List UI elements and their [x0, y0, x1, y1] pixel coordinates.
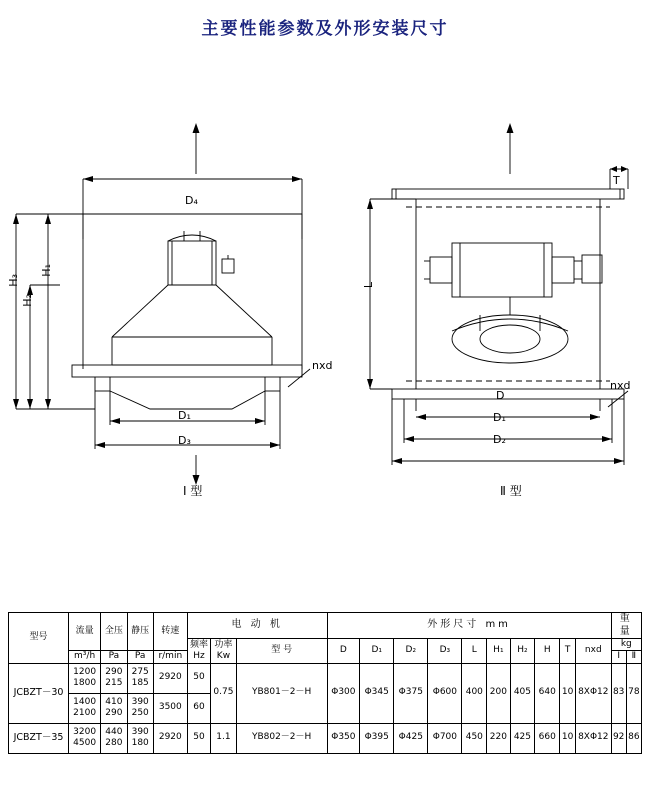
cell-weight-1: 83	[611, 663, 626, 723]
th-dim-t: T	[560, 639, 576, 664]
cell-dim-h2: 425	[510, 723, 535, 753]
cell-dim-d2: Φ425	[394, 723, 428, 753]
cell-static-pressure: 275 185	[127, 663, 153, 693]
cell-flow: 3200 4500	[68, 723, 100, 753]
cell-dim-l: 400	[462, 663, 487, 723]
cell-total-pressure: 440 280	[101, 723, 127, 753]
cell-dim-nxd: 8XΦ12	[576, 723, 612, 753]
th-power: 功率 Kw	[211, 639, 237, 664]
th-dim-h2: H₂	[510, 639, 535, 664]
cell-static-pressure: 390 180	[127, 723, 153, 753]
label-d1-left: D₁	[178, 409, 191, 422]
label-t: T	[613, 174, 620, 187]
cell-dim-d: Φ350	[327, 723, 360, 753]
label-h2: H₂	[21, 294, 34, 307]
th-motor-model: 型 号	[236, 639, 327, 664]
caption-type-1: Ⅰ 型	[183, 484, 203, 498]
cell-motor-model: YB802－2－H	[236, 723, 327, 753]
cell-speed: 2920	[153, 723, 187, 753]
label-d1-right: D₁	[493, 411, 506, 424]
cell-dim-t: 10	[560, 723, 576, 753]
cell-model: JCBZT－35	[9, 723, 69, 753]
cell-dim-h: 640	[535, 663, 560, 723]
page-title: 主要性能参数及外形安装尺寸	[201, 19, 449, 39]
th-dim-l: L	[462, 639, 487, 664]
cell-motor-model: YB801－2－H	[236, 663, 327, 723]
cell-total-pressure: 290 215	[101, 663, 127, 693]
label-d-right: D	[496, 389, 505, 402]
th-dim-nxd: nxd	[576, 639, 612, 664]
cell-weight-2: 78	[626, 663, 641, 723]
th-flow-unit: m³/h	[68, 651, 100, 663]
th-model: 型号	[9, 613, 69, 664]
th-weight-unit: kg	[611, 639, 641, 651]
caption-type-2: Ⅱ 型	[500, 484, 522, 498]
cell-weight-2: 86	[626, 723, 641, 753]
th-dimensions: 外形尺寸 mm	[327, 613, 611, 639]
th-dim-d3: D₃	[428, 639, 462, 664]
cell-dim-h: 660	[535, 723, 560, 753]
label-nxd-left: nxd	[312, 359, 333, 372]
technical-drawings	[0, 39, 650, 559]
cell-total-pressure: 410 290	[101, 693, 127, 723]
th-total-pressure-unit: Pa	[101, 651, 127, 663]
cell-speed: 2920	[153, 663, 187, 693]
th-total-pressure: 全压	[101, 613, 127, 651]
cell-freq: 50	[187, 723, 210, 753]
table-row	[9, 663, 642, 693]
th-weight-2: Ⅱ	[626, 651, 641, 663]
cell-power: 0.75	[211, 663, 237, 723]
label-h3: H₃	[7, 274, 20, 287]
th-freq: 频率 Hz	[187, 639, 210, 664]
spec-table-wrapper	[8, 612, 642, 754]
cell-power: 1.1	[211, 723, 237, 753]
th-flow: 流量	[68, 613, 100, 651]
label-h1: H₁	[40, 264, 53, 277]
cell-weight-1: 92	[611, 723, 626, 753]
spec-table	[8, 612, 642, 754]
th-speed-unit: r/min	[153, 651, 187, 663]
th-motor: 电 动 机	[187, 613, 327, 639]
cell-dim-nxd: 8XΦ12	[576, 663, 612, 723]
label-l: L	[362, 282, 375, 289]
cell-dim-d1: Φ345	[360, 663, 394, 723]
th-speed: 转速	[153, 613, 187, 651]
figure-type-1	[0, 69, 333, 569]
th-dim-h: H	[535, 639, 560, 664]
table-header-row-1	[9, 613, 642, 639]
cell-dim-d3: Φ600	[428, 663, 462, 723]
th-static-pressure: 静压	[127, 613, 153, 651]
cell-model: JCBZT－30	[9, 663, 69, 723]
label-nxd-right: nxd	[610, 379, 631, 392]
cell-dim-d1: Φ395	[360, 723, 394, 753]
cell-dim-d: Φ300	[327, 663, 360, 723]
cell-flow: 1400 2100	[68, 693, 100, 723]
label-d2: D₂	[493, 433, 506, 446]
cell-flow: 1200 1800	[68, 663, 100, 693]
cell-dim-h1: 220	[487, 723, 510, 753]
figure-type-2	[320, 69, 650, 569]
th-dim-h1: H₁	[487, 639, 510, 664]
cell-dim-h1: 200	[487, 663, 510, 723]
th-weight: 重 量	[611, 613, 641, 639]
cell-static-pressure: 390 250	[127, 693, 153, 723]
cell-dim-h2: 405	[510, 663, 535, 723]
cell-dim-d2: Φ375	[394, 663, 428, 723]
cell-freq: 60	[187, 693, 210, 723]
cell-freq: 50	[187, 663, 210, 693]
th-dim-d2: D₂	[394, 639, 428, 664]
th-dim-d: D	[327, 639, 360, 664]
cell-dim-l: 450	[462, 723, 487, 753]
label-d4: D₄	[185, 194, 198, 207]
th-static-pressure-unit: Pa	[127, 651, 153, 663]
cell-dim-d3: Φ700	[428, 723, 462, 753]
th-weight-1: Ⅰ	[611, 651, 626, 663]
table-row	[9, 723, 642, 753]
cell-speed: 3500	[153, 693, 187, 723]
cell-dim-t: 10	[560, 663, 576, 723]
th-dim-d1: D₁	[360, 639, 394, 664]
label-d3: D₃	[178, 434, 191, 447]
